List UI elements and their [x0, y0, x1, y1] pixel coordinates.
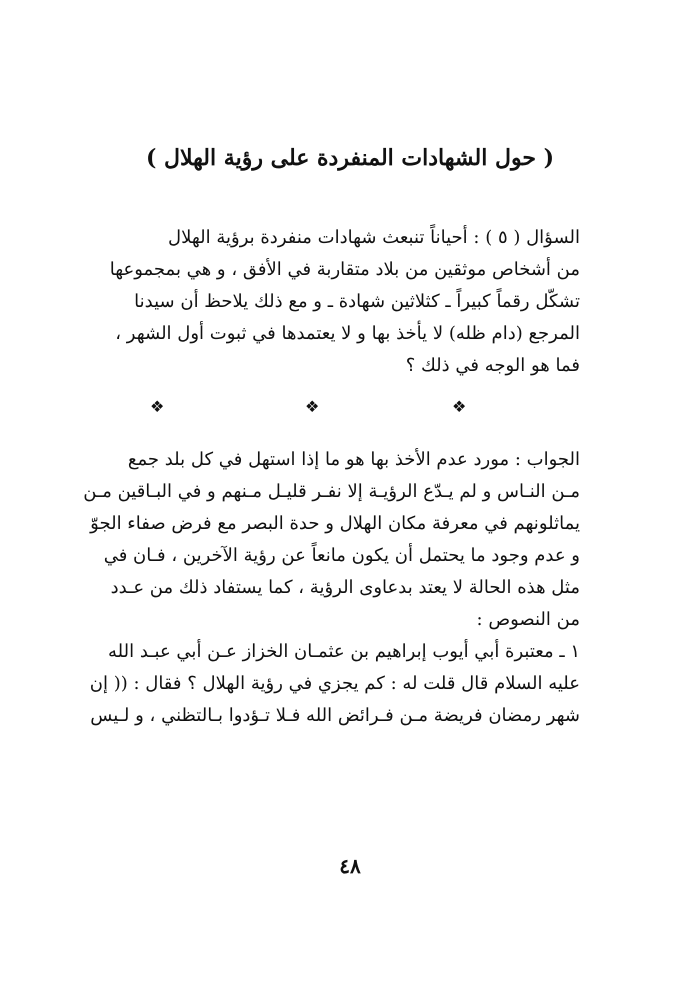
- answer-line: الجواب : مورد عدم الأخذ بها هو ما إذا استهل في كل بلد جمع: [127, 449, 580, 470]
- answer-line: مثل هذه الحالة لا يعتد بدعاوى الرؤية ، كما يستفاد ذلك من عـدد: [110, 577, 580, 598]
- section-separator: [0, 392, 700, 422]
- section-title: ( حول الشهادات المنفردة على رؤية الهلال ): [145, 145, 555, 171]
- question-line: تشكّل رقماً كبيراً ـ كثلاثين شهادة ـ و مع ذلك يلاحظ أن سيدنا: [134, 291, 580, 312]
- answer-line: يماثلونهم في معرفة مكان الهلال و حدة البصر مع فرض صفاء الجوّ: [90, 513, 580, 534]
- question-line: المرجع (دام ظله) لا يأخذ بها و لا يعتمدها في ثبوت أول الشهر ،: [115, 323, 580, 344]
- question-paragraph: [109, 222, 580, 382]
- question-line: السؤال ( ٥ ) : أحياناً تنبعث شهادات منفردة برؤية الهلال: [168, 227, 580, 248]
- answer-line: شهر رمضان فريضة مـن فـرائض الله فـلا تـؤدوا بـالتظني ، و لـيس: [90, 705, 580, 726]
- diamond-ornament-icon: ❖: [150, 397, 165, 416]
- question-line: من أشخاص موثقين من بلاد متقاربة في الأفق ، و هي بمجموعها: [109, 259, 580, 280]
- answer-line: من النصوص :: [476, 609, 580, 630]
- page-number: ٤٨: [339, 854, 361, 878]
- diamond-ornament-icon: ❖: [305, 397, 320, 416]
- question-line: فما هو الوجه في ذلك ؟: [405, 355, 580, 376]
- answer-line: ١ ـ معتبرة أبي أيوب إبراهيم بن عثمـان الخزاز عـن أبي عبـد الله: [108, 641, 580, 662]
- answer-line: و عدم وجود ما يحتمل أن يكون مانعاً عن رؤية الآخرين ، فـان في: [103, 545, 580, 566]
- diamond-ornament-icon: ❖: [452, 397, 467, 416]
- answer-line: عليه السلام قال قلت له : كم يجزي في رؤية الهلال ؟ فقال : (( إن: [89, 673, 580, 694]
- answer-line: مـن النـاس و لم يـدّع الرؤيـة إلا نفـر قليـل مـنهم و في البـاقين مـن: [83, 481, 580, 502]
- answer-paragraph: [83, 444, 580, 732]
